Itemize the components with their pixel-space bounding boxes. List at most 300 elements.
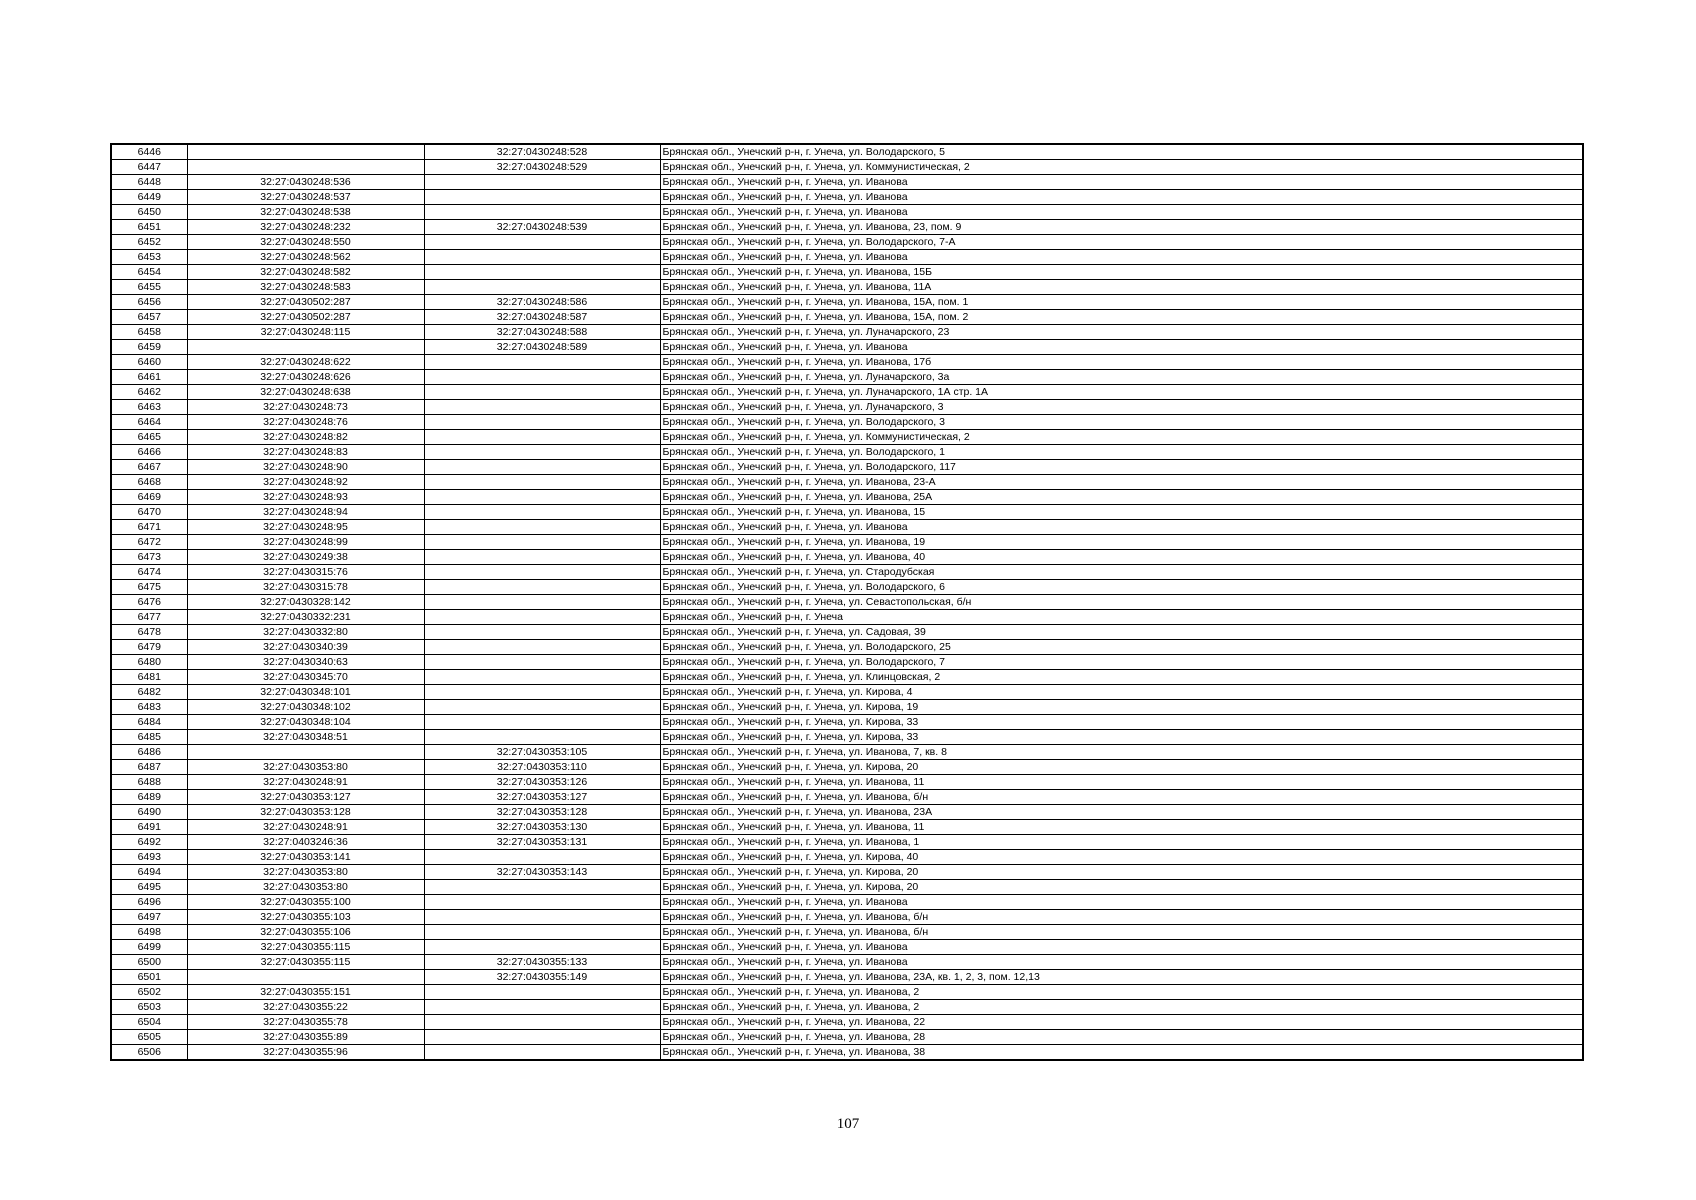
row-number-cell: 6506 [111, 1045, 187, 1061]
address-cell: Брянская обл., Унечский р-н, г. Унеча [660, 610, 1583, 625]
building-cadastral-number-cell [424, 205, 660, 220]
row-number-cell: 6482 [111, 685, 187, 700]
parcel-cadastral-number-cell: 32:27:0430248:622 [187, 355, 424, 370]
row-number-cell: 6455 [111, 280, 187, 295]
row-number-cell: 6450 [111, 205, 187, 220]
address-cell: Брянская обл., Унечский р-н, г. Унеча, ул. Луначарского, 23 [660, 325, 1583, 340]
address-cell: Брянская обл., Унечский р-н, г. Унеча, ул. Коммунистическая, 2 [660, 160, 1583, 175]
parcel-cadastral-number-cell: 32:27:0430248:82 [187, 430, 424, 445]
parcel-cadastral-number-cell: 32:27:0430248:83 [187, 445, 424, 460]
building-cadastral-number-cell: 32:27:0430248:529 [424, 160, 660, 175]
address-cell: Брянская обл., Унечский р-н, г. Унеча, ул. Иванова, 28 [660, 1030, 1583, 1045]
address-cell: Брянская обл., Унечский р-н, г. Унеча, ул. Володарского, 25 [660, 640, 1583, 655]
building-cadastral-number-cell: 32:27:0430248:588 [424, 325, 660, 340]
building-cadastral-number-cell [424, 925, 660, 940]
row-number-cell: 6465 [111, 430, 187, 445]
row-number-cell: 6489 [111, 790, 187, 805]
row-number-cell: 6492 [111, 835, 187, 850]
table-row [111, 640, 1583, 655]
table-row [111, 505, 1583, 520]
table-row [111, 865, 1583, 880]
building-cadastral-number-cell: 32:27:0430248:587 [424, 310, 660, 325]
address-cell: Брянская обл., Унечский р-н, г. Унеча, ул. Луначарского, 3 [660, 400, 1583, 415]
building-cadastral-number-cell [424, 415, 660, 430]
parcel-cadastral-number-cell: 32:27:0430355:103 [187, 910, 424, 925]
row-number-cell: 6481 [111, 670, 187, 685]
row-number-cell: 6447 [111, 160, 187, 175]
row-number-cell: 6451 [111, 220, 187, 235]
row-number-cell: 6501 [111, 970, 187, 985]
parcel-cadastral-number-cell: 32:27:0430353:128 [187, 805, 424, 820]
table-row [111, 370, 1583, 385]
table-row [111, 160, 1583, 175]
address-cell: Брянская обл., Унечский р-н, г. Унеча, ул. Иванова, 40 [660, 550, 1583, 565]
row-number-cell: 6448 [111, 175, 187, 190]
building-cadastral-number-cell: 32:27:0430248:539 [424, 220, 660, 235]
row-number-cell: 6457 [111, 310, 187, 325]
building-cadastral-number-cell: 32:27:0430355:149 [424, 970, 660, 985]
parcel-cadastral-number-cell: 32:27:0430355:106 [187, 925, 424, 940]
parcel-cadastral-number-cell: 32:27:0430248:90 [187, 460, 424, 475]
address-cell: Брянская обл., Унечский р-н, г. Унеча, ул. Иванова, 23А [660, 805, 1583, 820]
parcel-cadastral-number-cell: 32:27:0430355:100 [187, 895, 424, 910]
table-row [111, 190, 1583, 205]
row-number-cell: 6464 [111, 415, 187, 430]
parcel-cadastral-number-cell: 32:27:0430248:583 [187, 280, 424, 295]
parcel-cadastral-number-cell: 32:27:0430248:73 [187, 400, 424, 415]
building-cadastral-number-cell: 32:27:0430353:127 [424, 790, 660, 805]
address-cell: Брянская обл., Унечский р-н, г. Унеча, ул. Иванова, 15 [660, 505, 1583, 520]
building-cadastral-number-cell [424, 1045, 660, 1061]
parcel-cadastral-number-cell: 32:27:0430248:95 [187, 520, 424, 535]
parcel-cadastral-number-cell: 32:27:0430348:101 [187, 685, 424, 700]
row-number-cell: 6502 [111, 985, 187, 1000]
table-row [111, 310, 1583, 325]
building-cadastral-number-cell [424, 430, 660, 445]
row-number-cell: 6449 [111, 190, 187, 205]
address-cell: Брянская обл., Унечский р-н, г. Унеча, ул. Иванова, 11 [660, 820, 1583, 835]
row-number-cell: 6446 [111, 144, 187, 160]
table-row [111, 1015, 1583, 1030]
parcel-cadastral-number-cell: 32:27:0430355:22 [187, 1000, 424, 1015]
parcel-cadastral-number-cell: 32:27:0430248:626 [187, 370, 424, 385]
parcel-cadastral-number-cell: 32:27:0430248:232 [187, 220, 424, 235]
row-number-cell: 6488 [111, 775, 187, 790]
address-cell: Брянская обл., Унечский р-н, г. Унеча, ул. Иванова, 11А [660, 280, 1583, 295]
row-number-cell: 6486 [111, 745, 187, 760]
table-row [111, 580, 1583, 595]
address-cell: Брянская обл., Унечский р-н, г. Унеча, ул. Иванова, 15А, пом. 2 [660, 310, 1583, 325]
row-number-cell: 6474 [111, 565, 187, 580]
address-cell: Брянская обл., Унечский р-н, г. Унеча, ул. Клинцовская, 2 [660, 670, 1583, 685]
building-cadastral-number-cell [424, 400, 660, 415]
row-number-cell: 6496 [111, 895, 187, 910]
parcel-cadastral-number-cell: 32:27:0430353:80 [187, 880, 424, 895]
table-row [111, 820, 1583, 835]
row-number-cell: 6470 [111, 505, 187, 520]
building-cadastral-number-cell [424, 355, 660, 370]
property-registry-table [110, 143, 1584, 1061]
address-cell: Брянская обл., Унечский р-н, г. Унеча, ул. Стародубская [660, 565, 1583, 580]
building-cadastral-number-cell [424, 280, 660, 295]
parcel-cadastral-number-cell: 32:27:0430353:80 [187, 760, 424, 775]
parcel-cadastral-number-cell: 32:27:0430502:287 [187, 310, 424, 325]
row-number-cell: 6480 [111, 655, 187, 670]
parcel-cadastral-number-cell: 32:27:0430355:78 [187, 1015, 424, 1030]
building-cadastral-number-cell [424, 565, 660, 580]
building-cadastral-number-cell [424, 880, 660, 895]
row-number-cell: 6459 [111, 340, 187, 355]
building-cadastral-number-cell [424, 895, 660, 910]
row-number-cell: 6454 [111, 265, 187, 280]
parcel-cadastral-number-cell: 32:27:0430332:80 [187, 625, 424, 640]
address-cell: Брянская обл., Унечский р-н, г. Унеча, ул. Иванова, 17б [660, 355, 1583, 370]
table-row [111, 565, 1583, 580]
table-row [111, 205, 1583, 220]
address-cell: Брянская обл., Унечский р-н, г. Унеча, ул. Севастопольская, б/н [660, 595, 1583, 610]
table-row [111, 445, 1583, 460]
row-number-cell: 6485 [111, 730, 187, 745]
address-cell: Брянская обл., Унечский р-н, г. Унеча, ул. Иванова [660, 190, 1583, 205]
building-cadastral-number-cell [424, 685, 660, 700]
parcel-cadastral-number-cell: 32:27:0430315:78 [187, 580, 424, 595]
parcel-cadastral-number-cell: 32:27:0430332:231 [187, 610, 424, 625]
building-cadastral-number-cell [424, 1030, 660, 1045]
address-cell: Брянская обл., Унечский р-н, г. Унеча, ул. Володарского, 1 [660, 445, 1583, 460]
table-row [111, 730, 1583, 745]
parcel-cadastral-number-cell: 32:27:0430353:80 [187, 865, 424, 880]
table-row [111, 385, 1583, 400]
table-row [111, 625, 1583, 640]
table-row [111, 235, 1583, 250]
row-number-cell: 6475 [111, 580, 187, 595]
table-row [111, 535, 1583, 550]
building-cadastral-number-cell [424, 550, 660, 565]
building-cadastral-number-cell [424, 190, 660, 205]
row-number-cell: 6471 [111, 520, 187, 535]
building-cadastral-number-cell: 32:27:0430353:131 [424, 835, 660, 850]
row-number-cell: 6484 [111, 715, 187, 730]
address-cell: Брянская обл., Унечский р-н, г. Унеча, ул. Иванова, 2 [660, 1000, 1583, 1015]
row-number-cell: 6461 [111, 370, 187, 385]
parcel-cadastral-number-cell: 32:27:0430248:582 [187, 265, 424, 280]
parcel-cadastral-number-cell: 32:27:0430355:96 [187, 1045, 424, 1061]
table-row [111, 460, 1583, 475]
address-cell: Брянская обл., Унечский р-н, г. Унеча, ул. Иванова, 11 [660, 775, 1583, 790]
table-row [111, 790, 1583, 805]
table-row [111, 550, 1583, 565]
table-row [111, 940, 1583, 955]
row-number-cell: 6495 [111, 880, 187, 895]
parcel-cadastral-number-cell: 32:27:0403246:36 [187, 835, 424, 850]
parcel-cadastral-number-cell [187, 144, 424, 160]
building-cadastral-number-cell: 32:27:0430353:126 [424, 775, 660, 790]
row-number-cell: 6478 [111, 625, 187, 640]
building-cadastral-number-cell: 32:27:0430248:586 [424, 295, 660, 310]
building-cadastral-number-cell [424, 535, 660, 550]
parcel-cadastral-number-cell: 32:27:0430248:638 [187, 385, 424, 400]
parcel-cadastral-number-cell: 32:27:0430248:538 [187, 205, 424, 220]
row-number-cell: 6466 [111, 445, 187, 460]
address-cell: Брянская обл., Унечский р-н, г. Унеча, ул. Володарского, 5 [660, 144, 1583, 160]
table-row [111, 250, 1583, 265]
building-cadastral-number-cell: 32:27:0430353:143 [424, 865, 660, 880]
table-row [111, 655, 1583, 670]
building-cadastral-number-cell [424, 370, 660, 385]
building-cadastral-number-cell [424, 625, 660, 640]
table-row [111, 325, 1583, 340]
address-cell: Брянская обл., Унечский р-н, г. Унеча, ул. Кирова, 4 [660, 685, 1583, 700]
parcel-cadastral-number-cell: 32:27:0430355:89 [187, 1030, 424, 1045]
table-row [111, 280, 1583, 295]
row-number-cell: 6473 [111, 550, 187, 565]
parcel-cadastral-number-cell: 32:27:0430315:76 [187, 565, 424, 580]
parcel-cadastral-number-cell: 32:27:0430348:51 [187, 730, 424, 745]
parcel-cadastral-number-cell: 32:27:0430248:94 [187, 505, 424, 520]
parcel-cadastral-number-cell [187, 160, 424, 175]
parcel-cadastral-number-cell: 32:27:0430248:537 [187, 190, 424, 205]
parcel-cadastral-number-cell: 32:27:0430353:141 [187, 850, 424, 865]
address-cell: Брянская обл., Унечский р-н, г. Унеча, ул. Иванова [660, 895, 1583, 910]
row-number-cell: 6460 [111, 355, 187, 370]
building-cadastral-number-cell [424, 730, 660, 745]
address-cell: Брянская обл., Унечский р-н, г. Унеча, ул. Иванова [660, 520, 1583, 535]
table-row [111, 430, 1583, 445]
address-cell: Брянская обл., Унечский р-н, г. Унеча, ул. Иванова, 23, пом. 9 [660, 220, 1583, 235]
row-number-cell: 6463 [111, 400, 187, 415]
parcel-cadastral-number-cell: 32:27:0430502:287 [187, 295, 424, 310]
table-row [111, 144, 1583, 160]
row-number-cell: 6479 [111, 640, 187, 655]
building-cadastral-number-cell: 32:27:0430248:528 [424, 144, 660, 160]
building-cadastral-number-cell [424, 670, 660, 685]
parcel-cadastral-number-cell: 32:27:0430328:142 [187, 595, 424, 610]
address-cell: Брянская обл., Унечский р-н, г. Унеча, ул. Луначарского, 3а [660, 370, 1583, 385]
table-row [111, 400, 1583, 415]
row-number-cell: 6469 [111, 490, 187, 505]
address-cell: Брянская обл., Унечский р-н, г. Унеча, ул. Иванова [660, 250, 1583, 265]
building-cadastral-number-cell [424, 520, 660, 535]
row-number-cell: 6500 [111, 955, 187, 970]
building-cadastral-number-cell [424, 445, 660, 460]
building-cadastral-number-cell [424, 490, 660, 505]
table-row [111, 520, 1583, 535]
parcel-cadastral-number-cell: 32:27:0430348:104 [187, 715, 424, 730]
address-cell: Брянская обл., Унечский р-н, г. Унеча, ул. Луначарского, 1А стр. 1А [660, 385, 1583, 400]
table-row [111, 1000, 1583, 1015]
building-cadastral-number-cell: 32:27:0430248:589 [424, 340, 660, 355]
row-number-cell: 6499 [111, 940, 187, 955]
building-cadastral-number-cell: 32:27:0430353:110 [424, 760, 660, 775]
address-cell: Брянская обл., Унечский р-н, г. Унеча, ул. Иванова, 2 [660, 985, 1583, 1000]
parcel-cadastral-number-cell: 32:27:0430248:115 [187, 325, 424, 340]
table-row [111, 670, 1583, 685]
address-cell: Брянская обл., Унечский р-н, г. Унеча, ул. Коммунистическая, 2 [660, 430, 1583, 445]
address-cell: Брянская обл., Унечский р-н, г. Унеча, ул. Иванова, 38 [660, 1045, 1583, 1061]
address-cell: Брянская обл., Унечский р-н, г. Унеча, ул. Иванова [660, 940, 1583, 955]
table-row [111, 850, 1583, 865]
parcel-cadastral-number-cell: 32:27:0430248:93 [187, 490, 424, 505]
parcel-cadastral-number-cell: 32:27:0430248:99 [187, 535, 424, 550]
parcel-cadastral-number-cell: 32:27:0430353:127 [187, 790, 424, 805]
row-number-cell: 6456 [111, 295, 187, 310]
table-row [111, 775, 1583, 790]
address-cell: Брянская обл., Унечский р-н, г. Унеча, ул. Кирова, 33 [660, 730, 1583, 745]
address-cell: Брянская обл., Унечский р-н, г. Унеча, ул. Иванова, б/н [660, 925, 1583, 940]
building-cadastral-number-cell [424, 850, 660, 865]
row-number-cell: 6468 [111, 475, 187, 490]
row-number-cell: 6453 [111, 250, 187, 265]
table-row [111, 475, 1583, 490]
table-row [111, 1030, 1583, 1045]
building-cadastral-number-cell [424, 595, 660, 610]
table-row [111, 925, 1583, 940]
address-cell: Брянская обл., Унечский р-н, г. Унеча, ул. Кирова, 20 [660, 760, 1583, 775]
building-cadastral-number-cell [424, 250, 660, 265]
row-number-cell: 6498 [111, 925, 187, 940]
parcel-cadastral-number-cell [187, 970, 424, 985]
building-cadastral-number-cell [424, 610, 660, 625]
address-cell: Брянская обл., Унечский р-н, г. Унеча, ул. Иванова [660, 340, 1583, 355]
row-number-cell: 6477 [111, 610, 187, 625]
table-row [111, 1045, 1583, 1061]
building-cadastral-number-cell [424, 655, 660, 670]
building-cadastral-number-cell [424, 985, 660, 1000]
address-cell: Брянская обл., Унечский р-н, г. Унеча, ул. Кирова, 20 [660, 865, 1583, 880]
building-cadastral-number-cell [424, 1000, 660, 1015]
parcel-cadastral-number-cell: 32:27:0430355:151 [187, 985, 424, 1000]
page-number: 107 [836, 1116, 860, 1132]
row-number-cell: 6490 [111, 805, 187, 820]
table-row [111, 745, 1583, 760]
row-number-cell: 6493 [111, 850, 187, 865]
table-row [111, 355, 1583, 370]
table-row [111, 970, 1583, 985]
table-row [111, 265, 1583, 280]
table-row [111, 985, 1583, 1000]
table-row [111, 715, 1583, 730]
document-page-body [110, 143, 1582, 1061]
table-row [111, 490, 1583, 505]
building-cadastral-number-cell [424, 475, 660, 490]
address-cell: Брянская обл., Унечский р-н, г. Унеча, ул. Иванова, 15Б [660, 265, 1583, 280]
address-cell: Брянская обл., Унечский р-н, г. Унеча, ул. Иванова [660, 955, 1583, 970]
row-number-cell: 6487 [111, 760, 187, 775]
building-cadastral-number-cell [424, 580, 660, 595]
table-row [111, 610, 1583, 625]
parcel-cadastral-number-cell: 32:27:0430248:92 [187, 475, 424, 490]
row-number-cell: 6491 [111, 820, 187, 835]
address-cell: Брянская обл., Унечский р-н, г. Унеча, ул. Иванова, 19 [660, 535, 1583, 550]
building-cadastral-number-cell [424, 910, 660, 925]
parcel-cadastral-number-cell [187, 745, 424, 760]
row-number-cell: 6462 [111, 385, 187, 400]
parcel-cadastral-number-cell: 32:27:0430248:91 [187, 820, 424, 835]
table-row [111, 685, 1583, 700]
table-row [111, 220, 1583, 235]
building-cadastral-number-cell: 32:27:0430353:128 [424, 805, 660, 820]
address-cell: Брянская обл., Унечский р-н, г. Унеча, ул. Кирова, 20 [660, 880, 1583, 895]
address-cell: Брянская обл., Унечский р-н, г. Унеча, ул. Иванова, 23А, кв. 1, 2, 3, пом. 12,13 [660, 970, 1583, 985]
building-cadastral-number-cell [424, 940, 660, 955]
table-row [111, 895, 1583, 910]
parcel-cadastral-number-cell: 32:27:0430345:70 [187, 670, 424, 685]
row-number-cell: 6467 [111, 460, 187, 475]
building-cadastral-number-cell [424, 235, 660, 250]
building-cadastral-number-cell [424, 175, 660, 190]
table-row [111, 295, 1583, 310]
address-cell: Брянская обл., Унечский р-н, г. Унеча, ул. Садовая, 39 [660, 625, 1583, 640]
row-number-cell: 6503 [111, 1000, 187, 1015]
address-cell: Брянская обл., Унечский р-н, г. Унеча, ул. Володарского, 3 [660, 415, 1583, 430]
building-cadastral-number-cell [424, 460, 660, 475]
registry-table-body [111, 144, 1583, 1060]
building-cadastral-number-cell [424, 265, 660, 280]
parcel-cadastral-number-cell: 32:27:0430348:102 [187, 700, 424, 715]
row-number-cell: 6452 [111, 235, 187, 250]
parcel-cadastral-number-cell: 32:27:0430340:39 [187, 640, 424, 655]
building-cadastral-number-cell [424, 715, 660, 730]
table-row [111, 760, 1583, 775]
address-cell: Брянская обл., Унечский р-н, г. Унеча, ул. Иванова, 25А [660, 490, 1583, 505]
table-row [111, 910, 1583, 925]
parcel-cadastral-number-cell: 32:27:0430355:115 [187, 940, 424, 955]
table-row [111, 340, 1583, 355]
parcel-cadastral-number-cell: 32:27:0430248:91 [187, 775, 424, 790]
row-number-cell: 6494 [111, 865, 187, 880]
building-cadastral-number-cell [424, 505, 660, 520]
row-number-cell: 6483 [111, 700, 187, 715]
table-row [111, 955, 1583, 970]
parcel-cadastral-number-cell: 32:27:0430248:562 [187, 250, 424, 265]
row-number-cell: 6504 [111, 1015, 187, 1030]
row-number-cell: 6472 [111, 535, 187, 550]
address-cell: Брянская обл., Унечский р-н, г. Унеча, ул. Кирова, 33 [660, 715, 1583, 730]
address-cell: Брянская обл., Унечский р-н, г. Унеча, ул. Иванова [660, 205, 1583, 220]
address-cell: Брянская обл., Унечский р-н, г. Унеча, ул. Володарского, 117 [660, 460, 1583, 475]
address-cell: Брянская обл., Унечский р-н, г. Унеча, ул. Иванова, 15А, пом. 1 [660, 295, 1583, 310]
parcel-cadastral-number-cell: 32:27:0430248:536 [187, 175, 424, 190]
parcel-cadastral-number-cell: 32:27:0430248:550 [187, 235, 424, 250]
building-cadastral-number-cell [424, 385, 660, 400]
address-cell: Брянская обл., Унечский р-н, г. Унеча, ул. Иванова, 23-А [660, 475, 1583, 490]
address-cell: Брянская обл., Унечский р-н, г. Унеча, ул. Иванова, 1 [660, 835, 1583, 850]
table-row [111, 805, 1583, 820]
building-cadastral-number-cell [424, 1015, 660, 1030]
address-cell: Брянская обл., Унечский р-н, г. Унеча, ул. Кирова, 40 [660, 850, 1583, 865]
parcel-cadastral-number-cell: 32:27:0430248:76 [187, 415, 424, 430]
row-number-cell: 6476 [111, 595, 187, 610]
table-row [111, 880, 1583, 895]
parcel-cadastral-number-cell [187, 340, 424, 355]
address-cell: Брянская обл., Унечский р-н, г. Унеча, ул. Иванова, 22 [660, 1015, 1583, 1030]
table-row [111, 595, 1583, 610]
building-cadastral-number-cell: 32:27:0430353:130 [424, 820, 660, 835]
address-cell: Брянская обл., Унечский р-н, г. Унеча, ул. Иванова, б/н [660, 910, 1583, 925]
row-number-cell: 6505 [111, 1030, 187, 1045]
address-cell: Брянская обл., Унечский р-н, г. Унеча, ул. Кирова, 19 [660, 700, 1583, 715]
parcel-cadastral-number-cell: 32:27:0430340:63 [187, 655, 424, 670]
address-cell: Брянская обл., Унечский р-н, г. Унеча, ул. Володарского, 7-А [660, 235, 1583, 250]
table-row [111, 175, 1583, 190]
building-cadastral-number-cell: 32:27:0430353:105 [424, 745, 660, 760]
parcel-cadastral-number-cell: 32:27:0430355:115 [187, 955, 424, 970]
table-row [111, 415, 1583, 430]
row-number-cell: 6497 [111, 910, 187, 925]
address-cell: Брянская обл., Унечский р-н, г. Унеча, ул. Володарского, 7 [660, 655, 1583, 670]
building-cadastral-number-cell: 32:27:0430355:133 [424, 955, 660, 970]
table-row [111, 835, 1583, 850]
